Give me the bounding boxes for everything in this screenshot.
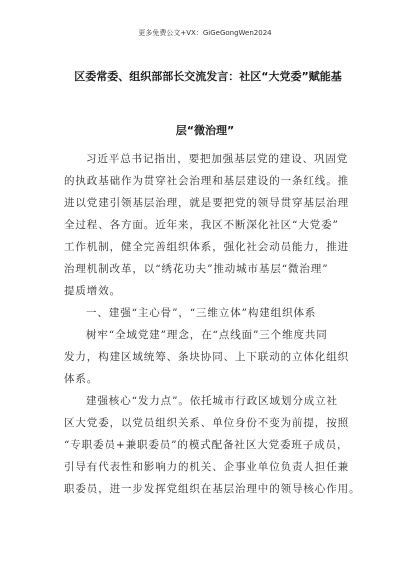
section-heading: 一、建强“主心骨”，“三维立体”构建组织体系 — [86, 307, 317, 319]
header-note: 更多免费公文+VX：GiGeGongWen2024 — [138, 29, 272, 37]
body-line: 体系。 — [64, 373, 99, 385]
body-line: 治理机制改革，以“绣花功夫”推动城市基层“微治理” — [64, 263, 329, 275]
body-line: 发力，构建区域统筹、条块协同、上下联动的立体化组织 — [64, 351, 349, 363]
body-line: 区大党委，以党员组织关系、单位身份不变为前提，按照 — [64, 417, 349, 429]
body-line: “专职委员+兼职委员”的模式配备社区大党委班子成员， — [64, 439, 349, 451]
body-line: 职委员，进一步发挥党组织在基层治理中的领导核心作用。 — [64, 483, 361, 495]
body-line: 习近平总书记指出，要把加强基层党的建设、巩固党 — [86, 153, 349, 165]
title-line-2: 层“微治理” — [175, 124, 235, 137]
body-line: 工作机制，健全完善组织体系，强化社会动员能力，推进 — [64, 241, 349, 253]
body-line: 进以党建引领基层治理，就是要把党的领导贯穿基层治理 — [64, 197, 349, 209]
body-line: 提质增效。 — [64, 285, 121, 297]
body-line: 树牢“全域党建”理念，在“点线面”三个维度共同 — [86, 329, 328, 341]
title-line-1: 区委常委、组织部部长交流发言：社区“大党委”赋能基 — [74, 70, 342, 83]
body-line: 的执政基础作为贯穿社会治理和基层建设的一条红线。推 — [64, 175, 349, 187]
body-line: 建强核心“发力点”。依托城市行政区域划分成立社 — [86, 395, 338, 407]
body-line: 引导有代表性和影响力的机关、企事业单位负责人担任兼 — [64, 461, 349, 473]
body-line: 全过程、各方面。近年来，我区不断深化社区“大党委” — [64, 219, 339, 231]
